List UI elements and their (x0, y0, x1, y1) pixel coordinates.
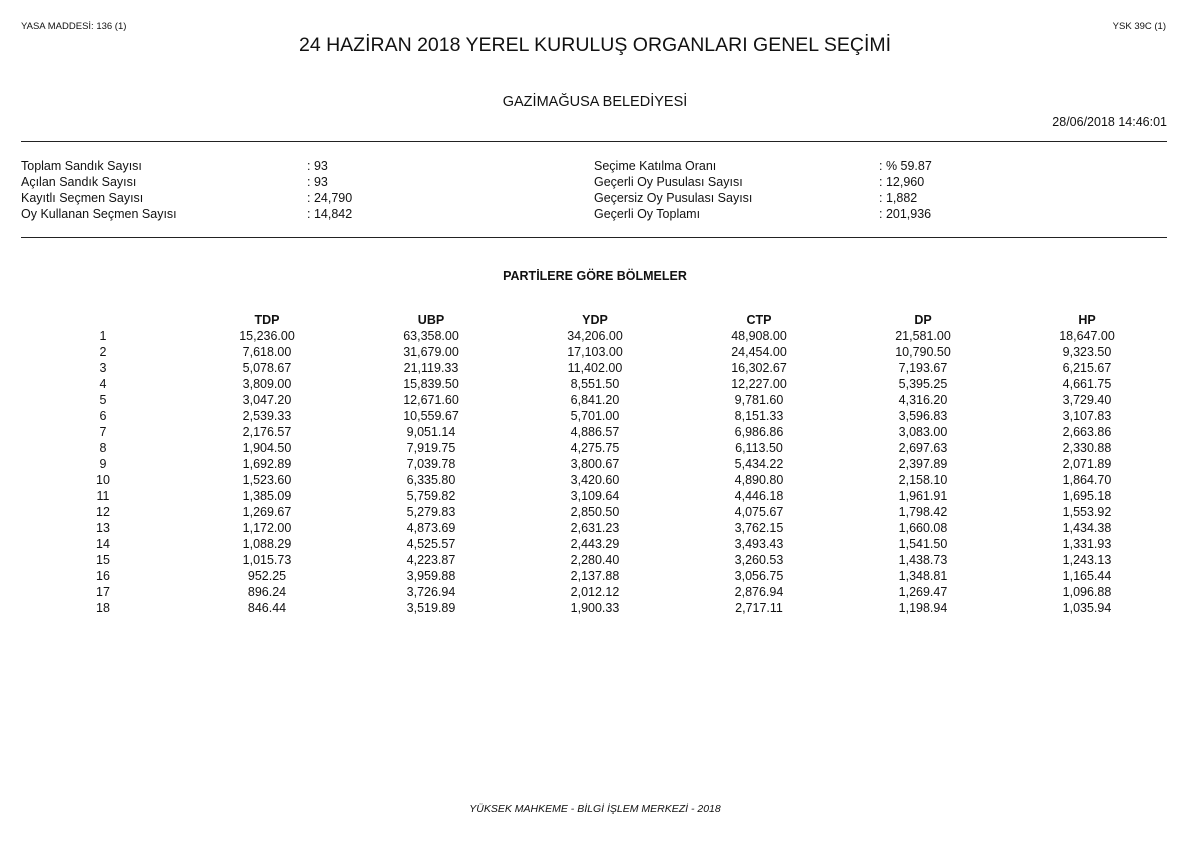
quotient-cell: 1,088.29 (242, 537, 292, 551)
quotient-cell: 4,661.75 (1062, 377, 1112, 391)
summary-value: : % 59.87 (879, 159, 932, 173)
quotient-cell: 952.25 (247, 569, 287, 583)
quotient-cell: 1,904.50 (242, 441, 292, 455)
quotient-cell: 3,726.94 (406, 585, 456, 599)
seat-number-cell: 6 (99, 409, 107, 423)
quotient-cell: 4,873.69 (406, 521, 456, 535)
summary-label: Oy Kullanan Seçmen Sayısı (21, 207, 177, 221)
seat-number-cell: 2 (99, 345, 107, 359)
footer-text: YÜKSEK MAHKEME - BİLGİ İŞLEM MERKEZİ - 2018 (469, 803, 721, 815)
quotient-cell: 4,316.20 (898, 393, 948, 407)
quotient-cell: 9,051.14 (406, 425, 456, 439)
column-header-tdp: TDP (254, 312, 280, 327)
quotient-cell: 6,215.67 (1062, 361, 1112, 375)
table-row (21, 392, 1169, 408)
seat-number-cell: 17 (96, 585, 110, 599)
quotient-cell: 6,335.80 (406, 473, 456, 487)
quotient-cell: 8,551.50 (570, 377, 620, 391)
table-row (21, 456, 1169, 472)
summary-value: : 93 (307, 159, 328, 173)
quotient-cell: 3,260.53 (734, 553, 784, 567)
quotient-cell: 2,071.89 (1062, 457, 1112, 471)
table-row (21, 472, 1169, 488)
top-divider (21, 141, 1167, 142)
table-row (21, 488, 1169, 504)
column-header-seat (21, 311, 185, 328)
quotient-cell: 2,280.40 (570, 553, 620, 567)
quotient-cell: 7,039.78 (406, 457, 456, 471)
municipality-name: GAZİMAĞUSA BELEDİYESİ (502, 94, 688, 110)
quotient-cell: 1,660.08 (898, 521, 948, 535)
quotient-cell: 3,107.83 (1062, 409, 1112, 423)
quotient-cell: 5,759.82 (406, 489, 456, 503)
quotient-cell: 12,227.00 (731, 377, 787, 391)
quotient-cell: 3,729.40 (1062, 393, 1112, 407)
seat-number-cell: 10 (96, 473, 110, 487)
quotient-cell: 15,236.00 (239, 329, 295, 343)
summary-value: : 93 (307, 175, 328, 189)
quotient-cell: 6,986.86 (734, 425, 784, 439)
table-row (21, 568, 1169, 584)
quotient-cell: 2,330.88 (1062, 441, 1112, 455)
quotient-cell: 10,559.67 (403, 409, 459, 423)
quotient-cell: 10,790.50 (895, 345, 951, 359)
quotient-cell: 1,165.44 (1062, 569, 1112, 583)
seat-number-cell: 15 (96, 553, 110, 567)
quotient-cell: 9,781.60 (734, 393, 784, 407)
quotient-cell: 5,279.83 (406, 505, 456, 519)
summary-label: Geçerli Oy Toplamı (594, 207, 701, 221)
column-header-ctp: CTP (746, 312, 772, 327)
quotient-cell: 17,103.00 (567, 345, 623, 359)
seat-number-cell: 1 (99, 329, 107, 343)
quotient-cell: 4,525.57 (406, 537, 456, 551)
column-header-dp: DP (914, 312, 932, 327)
quotient-cell: 5,701.00 (570, 409, 620, 423)
table-row (21, 376, 1169, 392)
quotient-cell: 3,047.20 (242, 393, 292, 407)
table-row (21, 360, 1169, 376)
quotient-cell: 3,809.00 (242, 377, 292, 391)
seat-number-cell: 11 (96, 489, 110, 503)
quotient-cell: 21,581.00 (895, 329, 951, 343)
quotient-cell: 8,151.33 (734, 409, 784, 423)
quotient-cell: 1,198.94 (898, 601, 948, 615)
seat-number-cell: 18 (96, 601, 110, 615)
quotient-cell: 18,647.00 (1059, 329, 1115, 343)
quotient-cell: 1,269.47 (898, 585, 948, 599)
summary-value: : 24,790 (307, 191, 353, 205)
seat-number-cell: 12 (96, 505, 110, 519)
table-row (21, 328, 1169, 344)
quotient-cell: 2,012.12 (570, 585, 620, 599)
quotient-cell: 4,223.87 (406, 553, 456, 567)
summary-left-values (307, 158, 352, 222)
quotient-cell: 2,158.10 (898, 473, 948, 487)
summary-left-labels (21, 158, 177, 222)
quotient-cell: 12,671.60 (403, 393, 459, 407)
summary-value: : 1,882 (879, 191, 918, 205)
quotient-cell: 3,959.88 (406, 569, 456, 583)
form-code: YSK 39C (1) (1112, 21, 1166, 32)
quotient-cell: 1,692.89 (242, 457, 292, 471)
quotient-cell: 7,618.00 (242, 345, 292, 359)
quotient-cell: 7,919.75 (406, 441, 456, 455)
quotient-cell: 1,864.70 (1062, 473, 1112, 487)
quotient-cell: 2,697.63 (898, 441, 948, 455)
quotient-cell: 21,119.33 (403, 361, 459, 375)
summary-label: Geçerli Oy Pusulası Sayısı (594, 175, 743, 189)
seat-number-cell: 5 (99, 393, 107, 407)
quotient-cell: 1,961.91 (898, 489, 948, 503)
table-row (21, 520, 1169, 536)
seat-number-cell: 8 (99, 441, 107, 455)
quotient-cell: 2,137.88 (570, 569, 620, 583)
quotient-cell: 5,078.67 (242, 361, 292, 375)
quotient-cell: 1,348.81 (898, 569, 948, 583)
summary-value: : 12,960 (879, 175, 925, 189)
quotient-cell: 3,083.00 (898, 425, 948, 439)
quotient-cell: 4,446.18 (734, 489, 784, 503)
quotient-cell: 24,454.00 (731, 345, 787, 359)
quotient-cell: 1,434.38 (1062, 521, 1112, 535)
quotient-cell: 4,890.80 (734, 473, 784, 487)
quotient-cell: 3,109.64 (570, 489, 620, 503)
quotient-cell: 1,438.73 (898, 553, 948, 567)
table-row (21, 504, 1169, 520)
summary-right-values (879, 158, 932, 222)
quotient-cell: 1,695.18 (1062, 489, 1112, 503)
quotient-cell: 896.24 (247, 585, 287, 599)
quotient-cell: 1,798.42 (898, 505, 948, 519)
seat-number-cell: 13 (96, 521, 110, 535)
quotient-cell: 1,900.33 (570, 601, 620, 615)
section-title: PARTİLERE GÖRE BÖLMELER (503, 269, 687, 283)
quotient-cell: 2,850.50 (570, 505, 620, 519)
quotient-cell: 2,663.86 (1062, 425, 1112, 439)
quotient-cell: 2,631.23 (570, 521, 620, 535)
quotient-cell: 2,176.57 (242, 425, 292, 439)
quotient-cell: 3,596.83 (898, 409, 948, 423)
seat-number-cell: 16 (96, 569, 110, 583)
quotient-cell: 63,358.00 (403, 329, 459, 343)
law-article: YASA MADDESİ: 136 (1) (21, 21, 127, 32)
summary-label: Açılan Sandık Sayısı (21, 175, 137, 189)
quotient-cell: 3,762.15 (734, 521, 784, 535)
page-title: 24 HAZİRAN 2018 YEREL KURULUŞ ORGANLARI GENEL SEÇİMİ (298, 34, 892, 56)
column-header-ubp: UBP (417, 312, 445, 327)
table-row (21, 552, 1169, 568)
table-header-row (21, 311, 1169, 328)
quotient-cell: 5,434.22 (734, 457, 784, 471)
summary-label: Seçime Katılma Oranı (594, 159, 717, 173)
quotient-cell: 1,269.67 (242, 505, 292, 519)
quotient-cell: 1,523.60 (242, 473, 292, 487)
quotient-cell: 6,113.50 (735, 441, 783, 455)
quotient-cell: 3,420.60 (570, 473, 620, 487)
quotient-cell: 2,717.11 (735, 601, 783, 615)
bottom-divider (21, 237, 1167, 238)
seat-number-cell: 3 (99, 361, 107, 375)
quotient-cell: 2,443.29 (570, 537, 620, 551)
seat-number-cell: 4 (99, 377, 107, 391)
seat-number-cell: 7 (99, 425, 107, 439)
quotient-cell: 7,193.67 (898, 361, 948, 375)
quotient-cell: 3,519.89 (406, 601, 456, 615)
quotient-cell: 1,385.09 (242, 489, 292, 503)
quotient-cell: 4,886.57 (570, 425, 620, 439)
summary-value: : 14,842 (307, 207, 353, 221)
results-table (21, 311, 1169, 616)
quotient-cell: 1,541.50 (898, 537, 948, 551)
quotient-cell: 3,800.67 (570, 457, 620, 471)
table-row (21, 536, 1169, 552)
quotient-cell: 1,553.92 (1062, 505, 1112, 519)
quotient-cell: 1,035.94 (1062, 601, 1112, 615)
summary-label: Geçersiz Oy Pusulası Sayısı (594, 191, 753, 205)
quotient-cell: 2,539.33 (242, 409, 292, 423)
summary-label: Toplam Sandık Sayısı (21, 159, 142, 173)
column-header-hp: HP (1078, 312, 1096, 327)
quotient-cell: 2,876.94 (734, 585, 784, 599)
seat-number-cell: 9 (99, 457, 107, 471)
table-row (21, 344, 1169, 360)
quotient-cell: 31,679.00 (403, 345, 459, 359)
quotient-cell: 9,323.50 (1062, 345, 1112, 359)
table-row (21, 424, 1169, 440)
quotient-cell: 15,839.50 (403, 377, 459, 391)
quotient-cell: 6,841.20 (570, 393, 620, 407)
quotient-cell: 1,243.13 (1062, 553, 1112, 567)
quotient-cell: 846.44 (247, 601, 287, 615)
table-row (21, 440, 1169, 456)
seat-number-cell: 14 (96, 537, 110, 551)
quotient-cell: 11,402.00 (567, 361, 623, 375)
quotient-cell: 3,056.75 (734, 569, 784, 583)
quotient-cell: 2,397.89 (898, 457, 948, 471)
quotient-cell: 5,395.25 (898, 377, 948, 391)
quotient-cell: 4,075.67 (734, 505, 784, 519)
quotient-cell: 34,206.00 (567, 329, 623, 343)
quotient-cell: 16,302.67 (731, 361, 787, 375)
quotient-cell: 4,275.75 (570, 441, 620, 455)
table-row (21, 584, 1169, 600)
summary-value: : 201,936 (879, 207, 932, 221)
quotient-cell: 48,908.00 (731, 329, 787, 343)
table-row (21, 600, 1169, 616)
quotient-cell: 3,493.43 (734, 537, 784, 551)
table-row (21, 408, 1169, 424)
column-header-ydp: YDP (582, 312, 608, 327)
table-body (21, 328, 1169, 616)
report-timestamp: 28/06/2018 14:46:01 (1052, 115, 1167, 129)
quotient-cell: 1,015.73 (242, 553, 292, 567)
quotient-cell: 1,172.00 (242, 521, 292, 535)
summary-label: Kayıtlı Seçmen Sayısı (21, 191, 144, 205)
quotient-cell: 1,331.93 (1062, 537, 1112, 551)
quotient-cell: 1,096.88 (1062, 585, 1112, 599)
summary-right-labels (594, 158, 752, 222)
